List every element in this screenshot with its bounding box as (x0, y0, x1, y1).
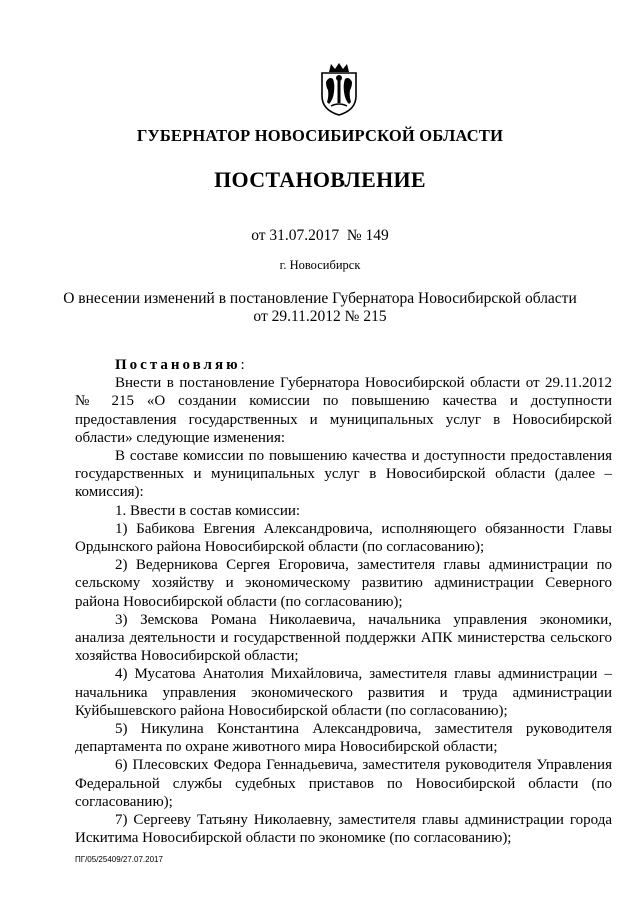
coat-of-arms-icon (317, 62, 361, 116)
body-paragraph: 1. Ввести в состав комиссии: (115, 502, 301, 519)
body-paragraph: Внести в постановление Губернатора Новосибирской области от 29.11.2012 № 215 «О создании комиссии по повышению качества и доступности предоставления государственных и муниципальных услуг в Новосибирской области» следующие изменения: (75, 375, 612, 446)
date-number-line: от 31.07.2017 № 149 (251, 227, 389, 244)
document-body (75, 356, 612, 847)
body-paragraph: В составе комиссии по повышению качества и доступности предоставления государственных и муниципальных услуг в Новосибирской области (далее – комиссия): (75, 448, 612, 501)
body-paragraph: 3) Земскова Романа Николаевича, начальника управления экономики, анализа деятельности и государственной поддержки АПК министерства сельского хозяйства Новосибирской области; (75, 611, 612, 665)
subject-line-2: от 29.11.2012 № 215 (253, 308, 387, 325)
body-paragraph: 4) Мусатова Анатолия Михайловича, заместителя главы администрации – начальника управления экономического развития и труда администрации Куйбышевского района Новосибирской области (по согласованию); (75, 666, 612, 719)
body-paragraph: 6) Плесовских Федора Геннадьевича, заместителя руководителя Управления Федеральной службы судебных приставов по Новосибирской области (по согласованию); (75, 757, 612, 810)
body-paragraph: 5) Никулина Константина Александровича, заместителя руководителя департамента по охране животного мира Новосибирской области; (75, 721, 612, 756)
governor-heading: ГУБЕРНАТОР НОВОСИБИРСКОЙ ОБЛАСТИ (136, 126, 504, 145)
document-subject (0, 290, 640, 326)
document-type-title: ПОСТАНОВЛЕНИЕ (214, 167, 426, 192)
decree-word: Постановляю (115, 357, 241, 373)
city-line: г. Новосибирск (279, 258, 361, 272)
body-paragraph: 2) Ведерникова Сергея Егоровича, заместителя главы администрации по сельскому хозяйству и экономическому развитию администрации Северного района Новосибирской области (по согласованию); (75, 557, 612, 610)
decree-colon: : (240, 357, 245, 373)
body-paragraph: 7) Сергееву Татьяну Николаевну, заместителя главы администрации города Искитима Новосибирской области по экономике (по согласованию); (75, 812, 612, 847)
body-paragraph: 1) Бабикова Евгения Александровича, исполняющего обязанности Главы Ордынского района Новосибирской области (по согласованию); (75, 520, 612, 556)
decree-line (75, 356, 612, 374)
subject-line-1: О внесении изменений в постановление Губернатора Новосибирской области (63, 290, 577, 307)
document-code: ПГ/05/25409/27.07.2017 (75, 855, 163, 864)
